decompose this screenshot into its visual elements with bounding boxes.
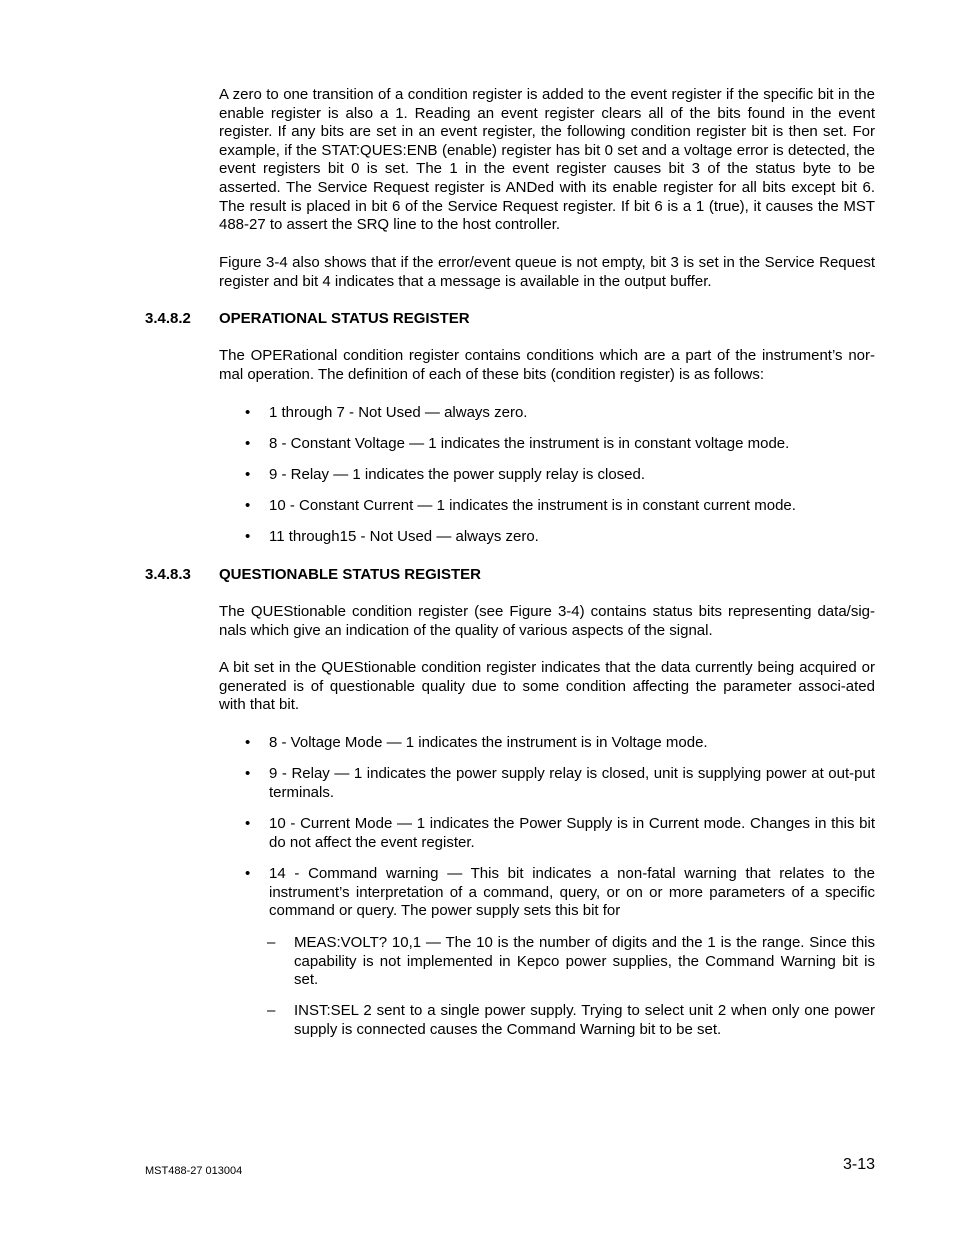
list-item-text: 10 - Constant Current — 1 indicates the instrument is in constant current mode. <box>269 497 796 514</box>
section-number: 3.4.8.3 <box>145 566 191 583</box>
list-item-text: 8 - Constant Voltage — 1 indicates the instrument is in constant voltage mode. <box>269 435 790 452</box>
list-item-text: 1 through 7 - Not Used — always zero. <box>269 404 528 421</box>
footer-page-number: 3-13 <box>843 1156 876 1173</box>
footer-document-id: MST488-27 013004 <box>145 1165 243 1177</box>
bullet-icon: • <box>245 466 251 483</box>
bullet-icon: • <box>245 865 251 882</box>
list-item-text: 9 - Relay — 1 indicates the power supply relay is closed. <box>269 466 646 483</box>
list-item-text: 11 through15 - Not Used — always zero. <box>269 528 539 545</box>
operational-paragraph: The OPERational condition register contains conditions which are a part of the instrument’s nor-mal operation. The definition of each of these bits (condition register) is as follows: <box>219 347 875 383</box>
section-title: QUESTIONABLE STATUS REGISTER <box>219 566 481 583</box>
list-item-text: 14 - Command warning — This bit indicates a non-fatal warning that relates to the instrument’s interpretation of a command, query, or on or more parameters of a specific command or query. The power supply sets this bit for <box>269 865 875 920</box>
section-number: 3.4.8.2 <box>145 310 191 327</box>
section-title: OPERATIONAL STATUS REGISTER <box>219 310 470 327</box>
bullet-icon: • <box>245 765 251 782</box>
list-item-text: 8 - Voltage Mode — 1 indicates the instrument is in Voltage mode. <box>269 734 708 751</box>
bullet-icon: • <box>245 497 251 514</box>
list-item-text: 9 - Relay — 1 indicates the power supply relay is closed, unit is supplying power at out-put terminals. <box>269 765 875 801</box>
bullet-icon: • <box>245 404 251 421</box>
sub-list-item-text: MEAS:VOLT? 10,1 — The 10 is the number of digits and the 1 is the range. Since this capability is not implemented in Kepco power supplies, the Command Warning bit is set. <box>294 934 875 989</box>
sub-list-item-text: INST:SEL 2 sent to a single power supply. Trying to select unit 2 when only one power supply is connected causes the Command Warning bit to be set. <box>294 1002 875 1038</box>
bullet-icon: • <box>245 734 251 751</box>
dash-icon: – <box>267 934 276 951</box>
questionable-paragraph-1: The QUEStionable condition register (see Figure 3-4) contains status bits representing data/sig-nals which give an indication of the quality of various aspects of the signal. <box>219 603 875 639</box>
intro-paragraph-1: A zero to one transition of a condition register is added to the event register if the specific bit in the enable register is also a 1. Reading an event register clears all of the bits found in the event register. If any bits are set in an event register, the following condition register bit is then set. For example, if the STAT:QUES:ENB (enable) register has bit 0 set and a voltage error is detected, the event registers bit 0 is set. The 1 in the event register causes bit 3 of the status byte to be asserted. The Service Request register is ANDed with its enable register for all bits except bit 6. The result is placed in bit 6 of the Service Request register. If bit 6 is a 1 (true), it causes the MST 488-27 to assert the SRQ line to the host controller. <box>219 86 875 234</box>
questionable-paragraph-2: A bit set in the QUEStionable condition register indicates that the data currently being acquired or generated is of questionable quality due to some condition affecting the parameter associ-ated with that bit. <box>219 659 875 714</box>
dash-icon: – <box>267 1002 276 1019</box>
list-item-text: 10 - Current Mode — 1 indicates the Power Supply is in Current mode. Changes in this bit do not affect the event register. <box>269 815 875 851</box>
bullet-icon: • <box>245 528 251 545</box>
bullet-icon: • <box>245 815 251 832</box>
bullet-icon: • <box>245 435 251 452</box>
intro-paragraph-2: Figure 3-4 also shows that if the error/event queue is not empty, bit 3 is set in the Service Request register and bit 4 indicates that a message is available in the output buffer. <box>219 254 875 290</box>
